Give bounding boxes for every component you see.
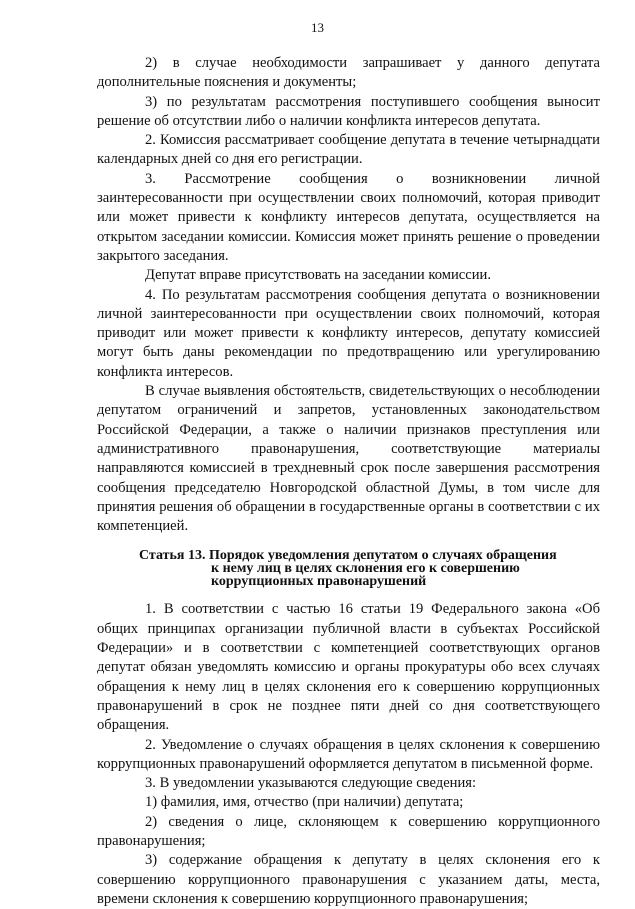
paragraph-notice-contents: 3. В уведомлении указываются следующие сведения: (145, 775, 477, 792)
page-number: 13 (311, 20, 324, 35)
article-13-heading (97, 549, 600, 588)
list-item-inducer-info: 2) сведения о лице, склоняющем к совершению коррупционного правонарушения; (97, 813, 600, 849)
paragraph-written-form: 2. Уведомление о случаях обращения в целях склонения к совершению коррупционных правонарушений оформляется депутатом в письменной форме. (97, 736, 600, 772)
paragraph-notification-duty: 1. В соответствии с частью 16 статьи 19 Федерального закона «Об общих принципах организации публичной власти в субъектах Российской Федерации» и в соответствии с компетенцией соответствующих органов депутат обязан уведомлять комиссию и органы прокуратуры обо всех случаях обращения к нему лиц в целях склонения его к совершению коррупционных правонарушений в срок не позднее пяти дней со дня соответствующего обращения. (97, 601, 600, 734)
list-item-full-name: 1) фамилия, имя, отчество (при наличии) депутата; (145, 794, 464, 811)
paragraph-review-period: 2. Комиссия рассматривает сообщение депутата в течение четырнадцати календарных дней со дня его регистрации. (97, 132, 600, 168)
article-heading-line-2: к нему лиц в целях склонения его к совершению (211, 561, 520, 577)
list-item-appeal-content: 3) содержание обращения к депутату в целях склонения его к совершению коррупционного правонарушения с указанием даты, места, времени склонения к совершению коррупционного правонарушения; (97, 852, 600, 907)
article-heading-line-3: коррупционных правонарушений (211, 574, 427, 590)
paragraph-decision: 3) по результатам рассмотрения поступившего сообщения выносит решение об отсутствии либо о наличии конфликта интересов депутата. (97, 93, 600, 129)
paragraph-recommendations: 4. По результатам рассмотрения сообщения депутата о возникновении личной заинтересованности при осуществлении своих полномочий, которая приводит или может привести к конфликту интересов, депутату комиссией могут быть даны рекомендации по предотвращению или урегулированию конфликта интересов. (97, 286, 600, 380)
article-heading-line-1: Статья 13. Порядок уведомления депутатом о случаях обращения (139, 548, 557, 564)
paragraph-deputy-attendance: Депутат вправе присутствовать на заседании комиссии. (145, 267, 492, 284)
document-body (97, 54, 600, 909)
paragraph-clarifications: 2) в случае необходимости запрашивает у данного депутата дополнительные пояснения и документы; (97, 55, 600, 91)
paragraph-violations: В случае выявления обстоятельств, свидетельствующих о несоблюдении депутатом ограничений и запретов, установленных законодательством Российской Федерации, а также о наличии признаков преступления или административного правонарушения, соответствующие материалы направляются комиссией в трехдневный срок после завершения рассмотрения сообщения председателю Новгородской областной Думы, в том числе для принятия решения об обращении в государственные органы в соответствии с их компетенцией. (97, 383, 600, 535)
paragraph-open-meeting: 3. Рассмотрение сообщения о возникновении личной заинтересованности при осуществлении своих полномочий, которая приводит или может привести к конфликту интересов депутата, осуществляется на открытом заседании комиссии. Комиссия может принять решение о проведении закрытого заседания. (97, 170, 600, 264)
